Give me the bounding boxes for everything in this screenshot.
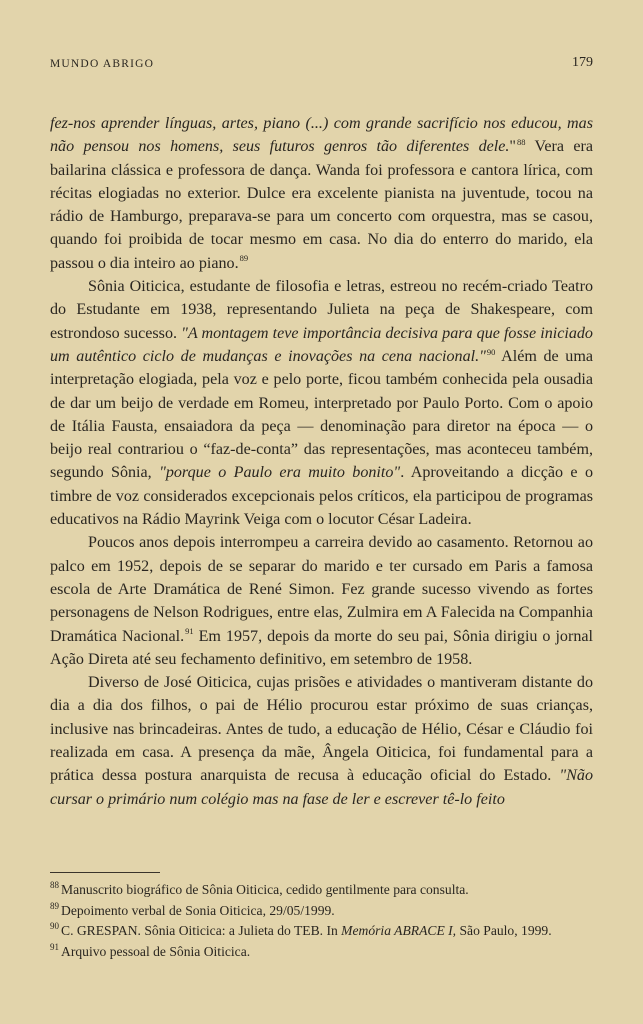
footnote-number: 90 [50,921,59,932]
quotation: "A montagem teve importância decisiva para que fosse iniciado um autêntico ciclo de mudanças e inovações na cena nacional." [50,324,593,365]
body-text [50,112,593,811]
paragraph [50,671,593,811]
paragraph [50,275,593,531]
footnote-text: Arquivo pessoal de Sônia Oiticica. [61,943,251,959]
paragraph-text: Em 1957, depois da morte do seu pai, Sônia dirigiu o jornal Ação Direta até seu fechamento definitivo, em setembro de 1958. [50,627,593,668]
footnote-title: Memória ABRACE I, [341,923,457,938]
footnote-ref: 91 [185,626,194,637]
footnotes [50,880,593,962]
footnote-ref: 90 [486,346,496,357]
paragraph-text: Diverso de José Oiticica, cujas prisões e atividades o mantiveram distante do dia a dia dos filhos, o pai de Hélio procurou estar próximo de suas crianças, inclusive nas brincadeiras. Antes de tudo, a educação de Hélio, César e Cláudio foi realizada em casa. A presença da mãe, Ângela Oiticica, foi fundamental para a prática dessa postura anarquista de recusa à educação oficial do Estado. [50,674,593,785]
footnote [50,901,593,922]
footnote [50,921,593,942]
footnote-ref: 88 [517,136,526,147]
footnote [50,942,593,963]
paragraph [50,112,593,275]
footnote-text: Manuscrito biográfico de Sônia Oiticica, cedido gentilmente para consulta. [61,882,469,897]
footnote-number: 89 [50,900,59,911]
footnote-text: Depoimento verbal de Sonia Oiticica, 29/05/1999. [61,902,335,918]
footnote [50,880,593,901]
paragraph-text: Além de uma interpretação elogiada, pela voz e pelo porte, ficou também conhecida pela ousadia de dar um beijo de verdade em Romeu, interpretado por Paulo Porto. Com o apoio de Itália Fausta, ensaiadora da peça — denominação para diretor na época — o beijo real contrariou o “faz-de-conta” das representações, mas aconteceu também, segundo Sônia, [50,347,593,482]
running-title: MUNDO ABRIGO [50,58,155,70]
quote-mark: " [509,138,516,156]
paragraph-text: Vera era bailarina clássica e professora de dança. Wanda foi professora e cantora lírica, com récitas elogiadas no exterior. Dulce era excelente pianista na juventude, tocou na rádio de Hamburgo, preparava-se para um concerto com orquestra, mas se casou, quando foi proibida de tocar mesmo em casa. No dia do enterro do marido, ela passou o dia inteiro ao piano. [50,138,593,272]
quotation: fez-nos aprender línguas, artes, piano (...) com grande sacrifício nos educou, mas não pensou nos homens, seus futuros genros tão diferentes dele. [50,115,593,156]
page-number: 179 [572,55,593,70]
footnote-text: São Paulo, 1999. [456,923,552,938]
paragraph-text: . Aproveitando a dicção e o timbre de voz considerados excepcionais pelos críticos, ela participou de programas educativos na Rádio Mayrink Veiga com o locutor César Ladeira. [50,464,593,529]
footnote-number: 91 [50,941,59,952]
footnote-divider [50,872,160,873]
footnote-number: 88 [50,880,59,891]
paragraph-text: Sônia Oiticica, estudante de filosofia e letras, estreou no recém-criado Teatro do Estudante em 1938, representando Julieta na peça de Shakespeare, com estrondoso sucesso. [50,278,593,342]
quotation: "Não cursar o primário num colégio mas na fase de ler e escrever tê-lo feito [50,767,593,808]
paragraph-text: Poucos anos depois interrompeu a carreira devido ao casamento. Retornou ao palco em 1952, depois de se separar do marido e ter cursado em Paris a famosa escola de Arte Dramática de René Simon. Fez grande sucesso vivendo as fortes personagens de Nelson Rodrigues, entre elas, Zulmira em A Falecida na Companhia Dramática Nacional. [50,534,593,645]
footnote-ref: 89 [239,253,249,264]
quotation: "porque o Paulo era muito bonito" [159,464,401,482]
footnote-text: C. GRESPAN. Sônia Oiticica: a Julieta do TEB. In [61,923,342,938]
paragraph [50,531,593,671]
